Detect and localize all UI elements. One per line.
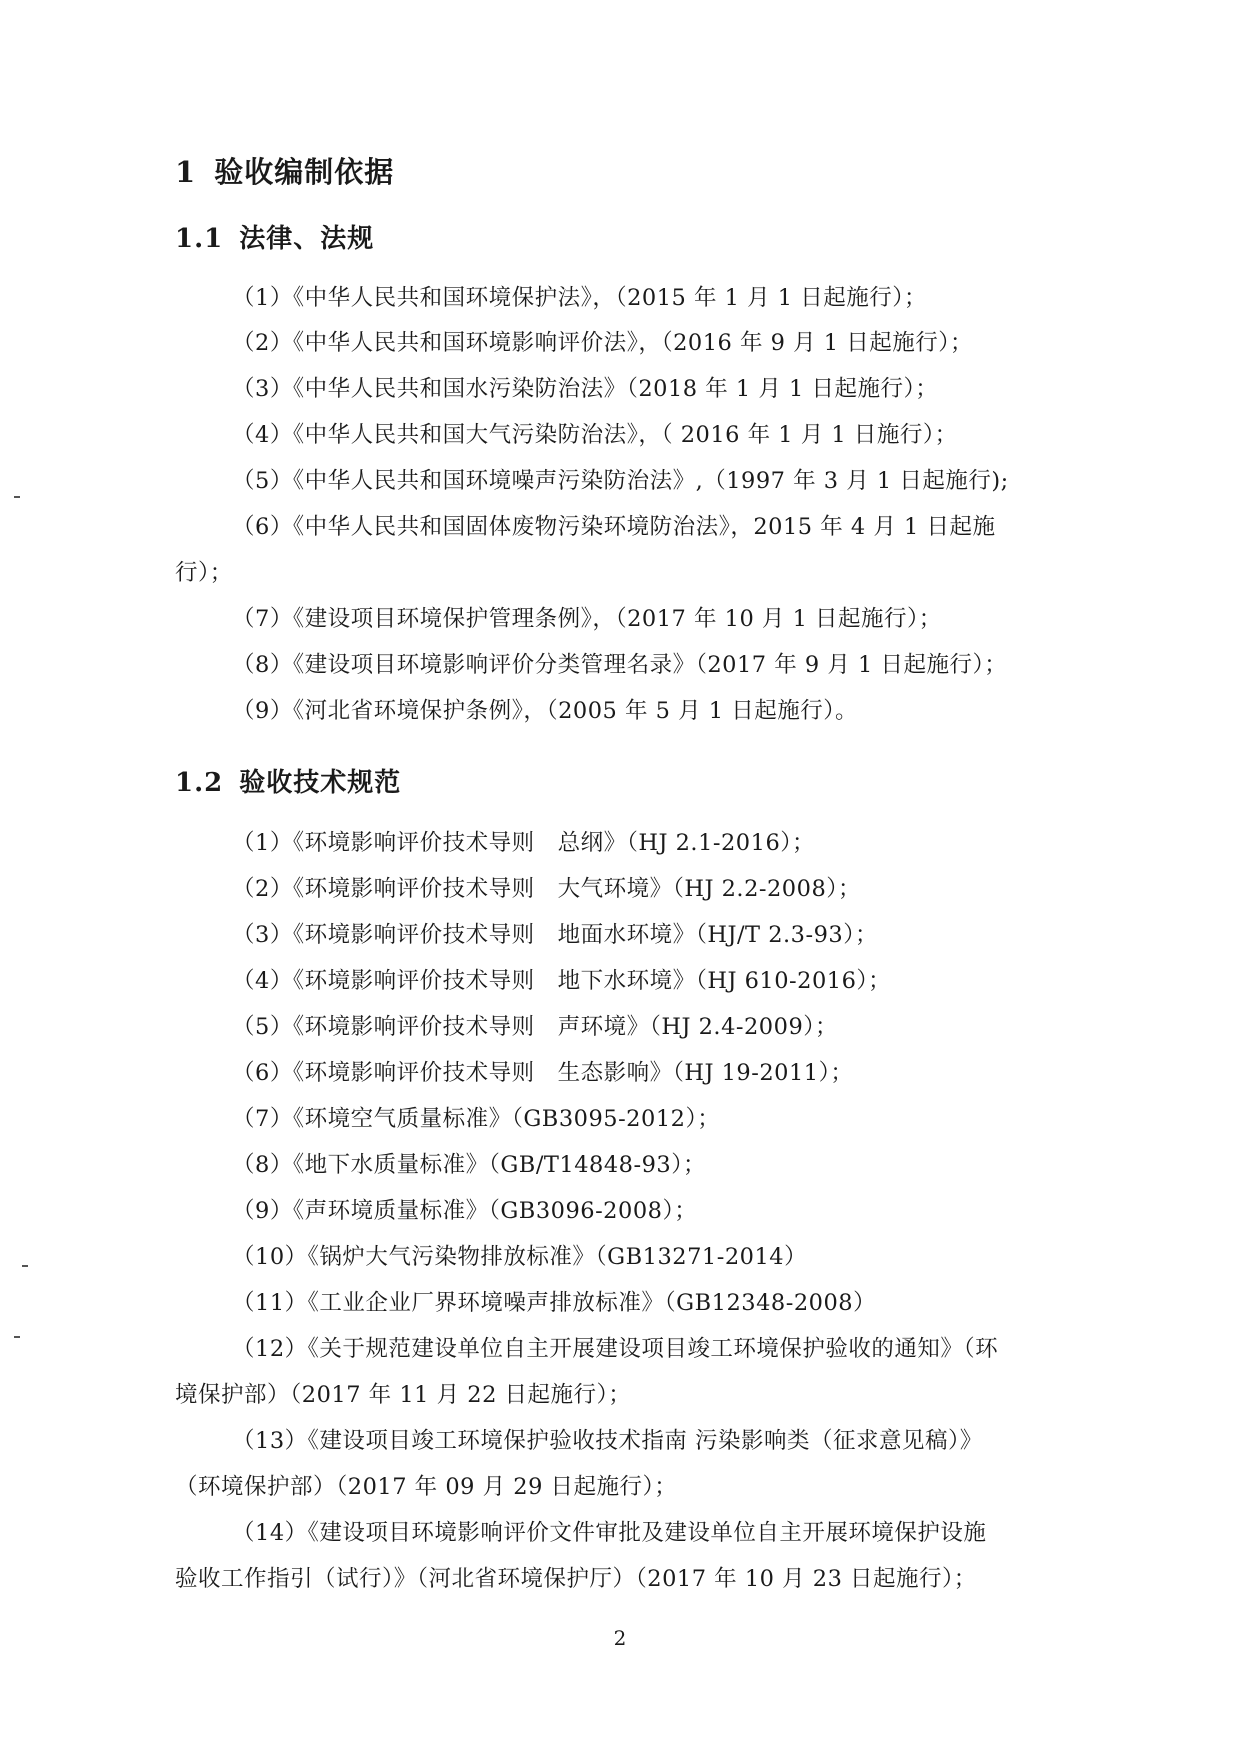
section-title: 验收技术规范 (239, 768, 402, 798)
standard-list-item-continuation: （环境保护部）（2017 年 09 月 29 日起施行）； (175, 1474, 678, 1500)
law-list-item: （3）《中华人民共和国水污染防治法》（2018 年 1 月 1 日起施行）； (232, 376, 939, 402)
standard-list-item: （12）《关于规范建设单位自主开展建设项目竣工环境保护验收的通知》（环 (232, 1336, 999, 1362)
standard-list-item-continuation: 境保护部）（2017 年 11 月 22 日起施行）； (175, 1382, 632, 1408)
standard-list-item: （1）《环境影响评价技术导则 总纲》（HJ 2.1-2016）； (232, 830, 816, 856)
page-number: 2 (613, 1626, 627, 1650)
law-list-item: （1）《中华人民共和国环境保护法》，（2015 年 1 月 1 日起施行）； (232, 285, 927, 311)
standard-list-item: （4）《环境影响评价技术导则 地下水环境》（HJ 610-2016）； (232, 968, 892, 994)
law-list-item: （8）《建设项目环境影响评价分类管理名录》（2017 年 9 月 1 日起施行）； (232, 652, 1008, 678)
law-list-item: （2）《中华人民共和国环境影响评价法》，（2016 年 9 月 1 日起施行）； (232, 330, 973, 356)
law-list-item: （7）《建设项目环境保护管理条例》，（2017 年 10 月 1 日起施行）； (232, 606, 942, 632)
chapter-number: 1 (175, 155, 197, 189)
chapter-title: 验收编制依据 (214, 155, 395, 189)
standard-list-item: （11）《工业企业厂界环境噪声排放标准》（GB12348-2008） (232, 1290, 877, 1316)
section-heading-laws (175, 218, 374, 255)
standard-list-item: （10）《锅炉大气污染物排放标准》（GB13271-2014） (232, 1244, 808, 1270)
scan-mark (14, 496, 20, 498)
scan-mark (22, 1265, 28, 1267)
standard-list-item-continuation: 验收工作指引（试行）》（河北省环境保护厅）（2017 年 10 月 23 日起施行）； (175, 1566, 977, 1592)
standard-list-item: （6）《环境影响评价技术导则 生态影响》（HJ 19-2011）； (232, 1060, 854, 1086)
standard-list-item: （8）《地下水质量标准》（GB/T14848-93）； (232, 1152, 706, 1178)
section-heading-technical-standards (175, 762, 401, 799)
standard-list-item: （13）《建设项目竣工环境保护验收技术指南 污染影响类（征求意见稿）》 (232, 1428, 983, 1454)
law-list-item: （4）《中华人民共和国大气污染防治法》，（ 2016 年 1 月 1 日施行）； (232, 422, 958, 448)
standard-list-item: （2）《环境影响评价技术导则 大气环境》（HJ 2.2-2008）； (232, 876, 862, 902)
standard-list-item: （7）《环境空气质量标准》（GB3095-2012）； (232, 1106, 721, 1132)
law-list-item-continuation: 行）； (175, 560, 233, 586)
section-number: 1.2 (175, 768, 224, 798)
section-title: 法律、法规 (239, 224, 375, 254)
standard-list-item: （9）《声环境质量标准》（GB3096-2008）； (232, 1198, 698, 1224)
law-list-item: （5）《中华人民共和国环境噪声污染防治法》,（1997 年 3 月 1 日起施行); (232, 468, 1009, 494)
scan-mark (14, 1336, 20, 1338)
standard-list-item: （3）《环境影响评价技术导则 地面水环境》（HJ/T 2.3-93）； (232, 922, 878, 948)
chapter-heading (175, 150, 394, 191)
section-number: 1.1 (175, 224, 224, 254)
standard-list-item: （5）《环境影响评价技术导则 声环境》（HJ 2.4-2009）； (232, 1014, 839, 1040)
standard-list-item: （14）《建设项目环境影响评价文件审批及建设单位自主开展环境保护设施 (232, 1520, 987, 1546)
law-list-item: （6）《中华人民共和国固体废物污染环境防治法》，2015 年 4 月 1 日起施 (232, 514, 996, 540)
law-list-item: （9）《河北省环境保护条例》，（2005 年 5 月 1 日起施行）。 (232, 698, 858, 724)
